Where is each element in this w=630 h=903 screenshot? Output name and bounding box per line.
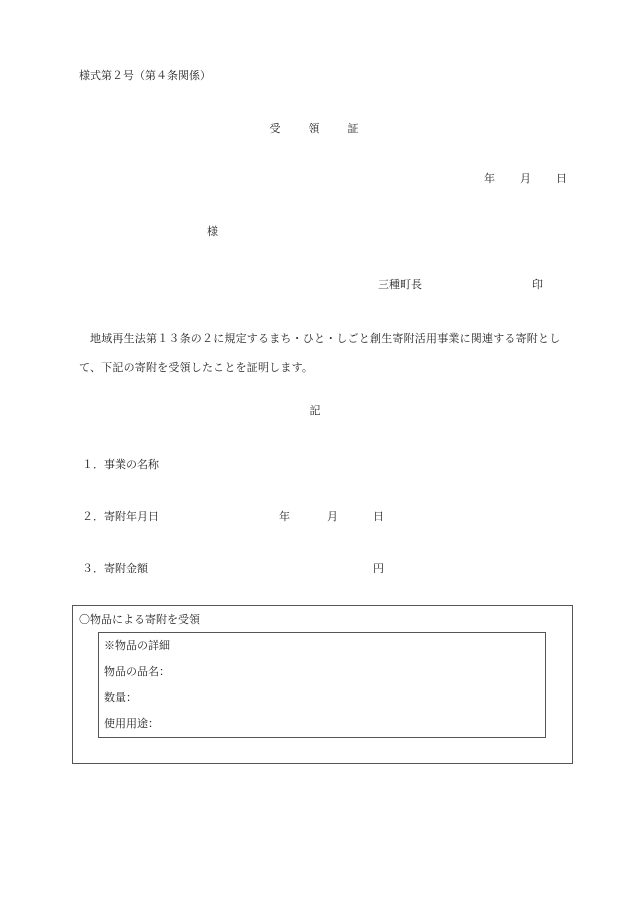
goods-details-title: ※物品の詳細 xyxy=(104,639,170,652)
title-char-2: 領 xyxy=(308,122,322,135)
donation-date-day-label: 日 xyxy=(373,510,384,523)
goods-usage-label: 使用用途： xyxy=(104,717,159,730)
form-number: 様式第２号（第４条関係） xyxy=(79,69,211,82)
document-title xyxy=(0,123,630,134)
goods-donation-title: 〇物品による寄附を受領 xyxy=(79,613,200,626)
date-month-label: 月 xyxy=(520,172,531,185)
recipient-honorific: 様 xyxy=(207,225,218,238)
date-year-label: 年 xyxy=(484,172,495,185)
item-project-name: １．事業の名称 xyxy=(82,458,159,471)
title-char-1: 受 xyxy=(269,122,283,135)
date-day-label: 日 xyxy=(556,172,567,185)
seal-mark: 印 xyxy=(532,278,543,291)
certification-paragraph: 地域再生法第１３条の２に規定するまち・ひと・しごと創生寄附活用事業に関連する寄附として、下記の寄附を受領したことを証明します。 xyxy=(79,332,561,374)
issuer-name: 三種町長 xyxy=(378,278,422,291)
item-donation-amount: ３．寄附金額 xyxy=(82,562,148,575)
item-donation-date: ２．寄附年月日 xyxy=(82,510,159,523)
goods-item-name-label: 物品の品名： xyxy=(104,665,170,678)
donation-date-year-label: 年 xyxy=(279,510,290,523)
donation-amount-yen-label: 円 xyxy=(373,562,384,575)
goods-quantity-label: 数量： xyxy=(104,691,137,704)
title-char-3: 証 xyxy=(347,122,361,135)
ki-heading: 記 xyxy=(309,404,321,417)
donation-date-month-label: 月 xyxy=(327,510,338,523)
